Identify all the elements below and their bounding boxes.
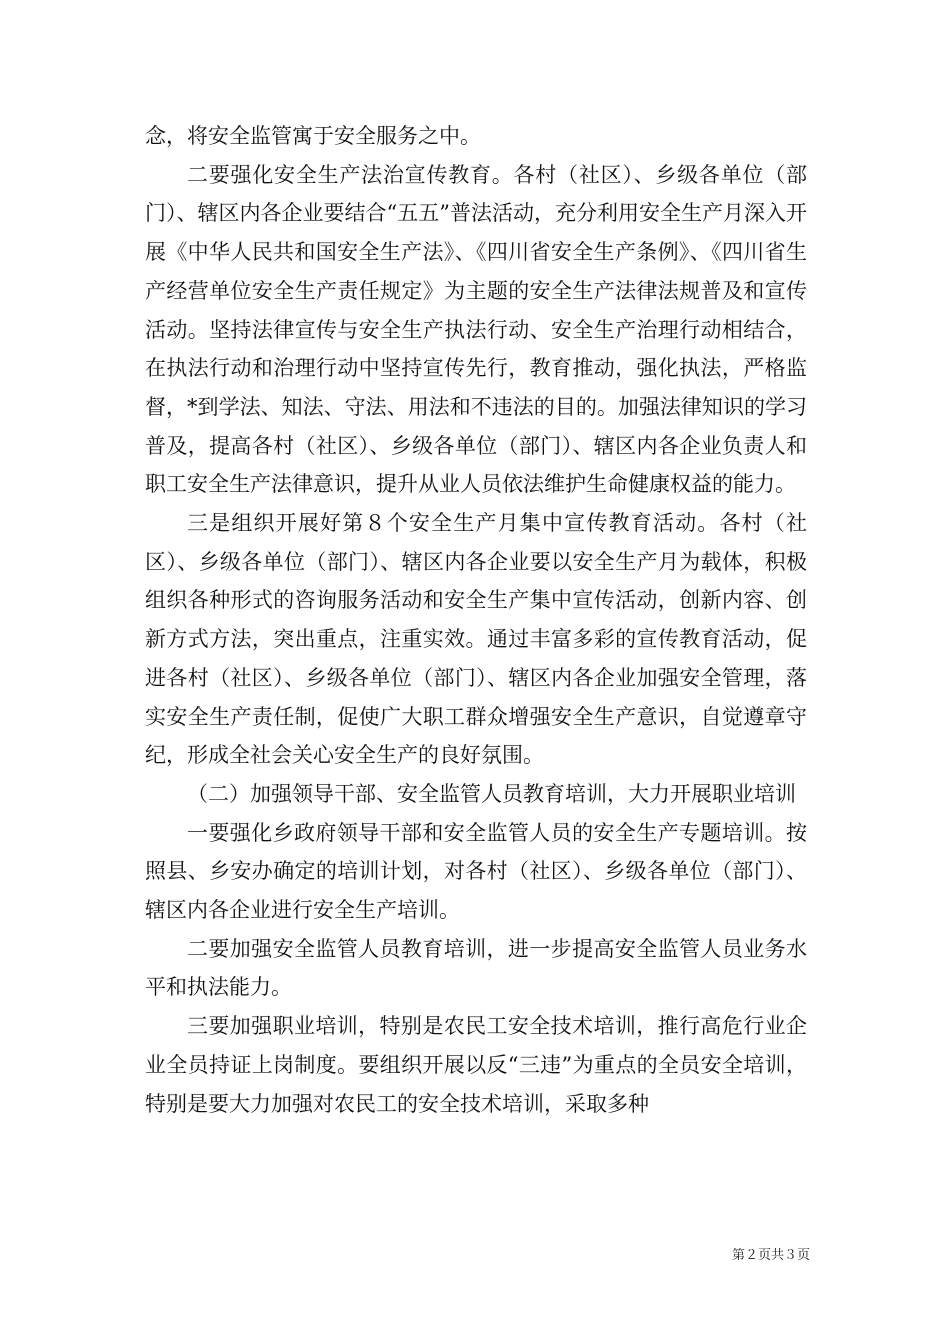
paragraph-leader-training: 一要强化乡政府领导干部和安全监管人员的安全生产专题培训。按照县、乡安办确定的培训计划，对各村（社区）、乡级各单位（部门）、辖区内各企业进行安全生产培训。 bbox=[145, 820, 807, 923]
paragraph-legal-education: 二要强化安全生产法治宣传教育。各村（社区）、乡级各单位（部门）、辖区内各企业要结合“五五”普法活动，充分利用安全生产月深入开展《中华人民共和国安全生产法》、《四川省安全生产条例》、《四川省生产经营单位安全生产责任规定》为主题的安全生产法律法规普及和宣传活动。坚持法律宣传与安全生产执法行动、安全生产治理行动相结合，在执法行动和治理行动中坚持宣传先行，教育推动，强化执法，严格监督，*到学法、知法、守法、用法和不违法的目的。加强法律知识的学习普及，提高各村（社区）、乡级各单位（部门）、辖区内各企业负责人和职工安全生产法律意识，提升从业人员依法维护生命健康权益的能力。 bbox=[145, 162, 807, 497]
section-heading-training: （二）加强领导干部、安全监管人员教育培训，大力开展职业培训 bbox=[187, 781, 796, 806]
paragraph-safety-month: 三是组织开展好第８个安全生产月集中宣传教育活动。各村（社区）、乡级各单位（部门）、辖区内各企业要以安全生产月为载体，积极组织各种形式的咨询服务活动和安全生产集中宣传活动，创新内容、创新方式方法，突出重点，注重实效。通过丰富多彩的宣传教育活动，促进各村（社区）、乡级各单位（部门）、辖区内各企业加强安全管理，落实安全生产责任制，促使广大职工群众增强安全生产意识，自觉遵章守纪，形成全社会关心安全生产的良好氛围。 bbox=[145, 511, 807, 768]
paragraph-continuation: 念，将安全监管寓于安全服务之中。 bbox=[145, 124, 481, 148]
document-body bbox=[145, 117, 807, 1123]
paragraph-vocational-training: 三要加强职业培训，特别是农民工安全技术培训，推行高危行业企业全员持证上岗制度。要组织开展以反“三违”为重点的全员安全培训，特别是要大力加强对农民工的安全技术培训，采取多种 bbox=[145, 1014, 807, 1116]
paragraph-supervisor-training: 二要加强安全监管人员教育培训，进一步提高安全监管人员业务水平和执法能力。 bbox=[145, 936, 807, 1000]
page-number-footer: 第２页共３页 bbox=[731, 1248, 810, 1263]
